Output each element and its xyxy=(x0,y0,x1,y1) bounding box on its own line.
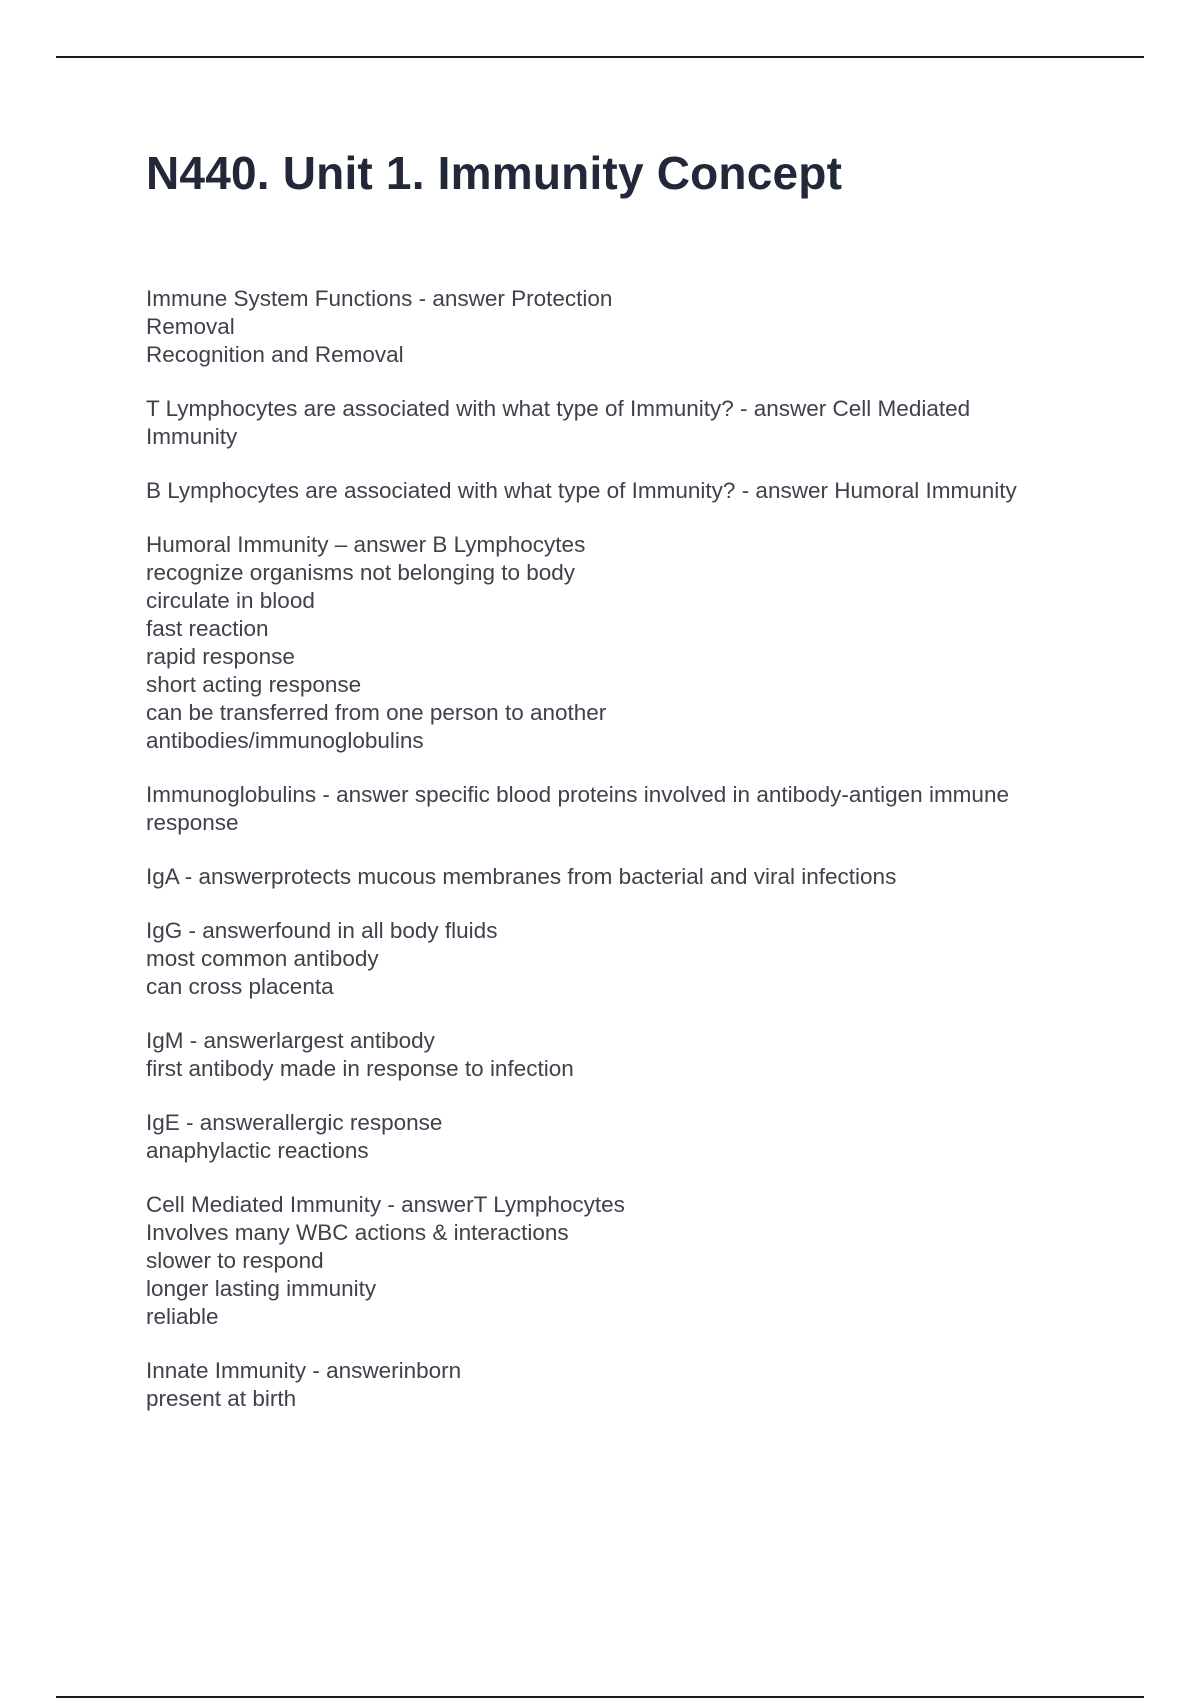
qa-line: first antibody made in response to infection xyxy=(146,1056,574,1081)
qa-line: IgE - answerallergic response xyxy=(146,1110,443,1135)
qa-line: T Lymphocytes are associated with what type of Immunity? - answer Cell Mediated xyxy=(146,396,971,421)
qa-entry xyxy=(146,531,1096,755)
qa-entry xyxy=(146,863,1096,891)
qa-entry xyxy=(146,1109,1096,1165)
qa-entry xyxy=(146,1357,1096,1413)
qa-line: recognize organisms not belonging to body xyxy=(146,560,576,585)
qa-line: Humoral Immunity – answer B Lymphocytes xyxy=(146,532,586,557)
qa-line: antibodies/immunoglobulins xyxy=(146,728,424,753)
qa-line: Recognition and Removal xyxy=(146,342,404,367)
qa-line: Innate Immunity - answerinborn xyxy=(146,1358,462,1383)
qa-line: present at birth xyxy=(146,1386,297,1411)
qa-entry xyxy=(146,285,1096,369)
qa-line: can be transferred from one person to another xyxy=(146,700,607,725)
bottom-rule xyxy=(56,1696,1144,1698)
qa-entry xyxy=(146,477,1096,505)
qa-entry xyxy=(146,917,1096,1001)
qa-line: rapid response xyxy=(146,644,295,669)
qa-line: longer lasting immunity xyxy=(146,1276,377,1301)
qa-line: slower to respond xyxy=(146,1248,324,1273)
page-title: N440. Unit 1. Immunity Concept xyxy=(146,147,843,199)
qa-entry xyxy=(146,1027,1096,1083)
qa-line: reliable xyxy=(146,1304,219,1329)
qa-entry xyxy=(146,1191,1096,1331)
qa-line: Removal xyxy=(146,314,235,339)
qa-line: IgG - answerfound in all body fluids xyxy=(146,918,498,943)
qa-line: most common antibody xyxy=(146,946,379,971)
qa-line: anaphylactic reactions xyxy=(146,1138,369,1163)
top-rule xyxy=(56,56,1144,58)
qa-entry xyxy=(146,395,1096,451)
qa-line: IgM - answerlargest antibody xyxy=(146,1028,435,1053)
qa-list xyxy=(146,285,1096,1439)
qa-line: B Lymphocytes are associated with what type of Immunity? - answer Humoral Immunity xyxy=(146,478,1017,503)
qa-line: response xyxy=(146,810,239,835)
qa-line: Immune System Functions - answer Protection xyxy=(146,286,613,311)
qa-line: IgA - answerprotects mucous membranes from bacterial and viral infections xyxy=(146,864,897,889)
qa-line: can cross placenta xyxy=(146,974,334,999)
qa-line: Involves many WBC actions & interactions xyxy=(146,1220,569,1245)
qa-line: Immunity xyxy=(146,424,238,449)
qa-entry xyxy=(146,781,1096,837)
qa-line: short acting response xyxy=(146,672,362,697)
qa-line: Immunoglobulins - answer specific blood proteins involved in antibody-antigen immune xyxy=(146,782,1009,807)
qa-line: Cell Mediated Immunity - answerT Lymphocytes xyxy=(146,1192,625,1217)
qa-line: fast reaction xyxy=(146,616,269,641)
qa-line: circulate in blood xyxy=(146,588,315,613)
